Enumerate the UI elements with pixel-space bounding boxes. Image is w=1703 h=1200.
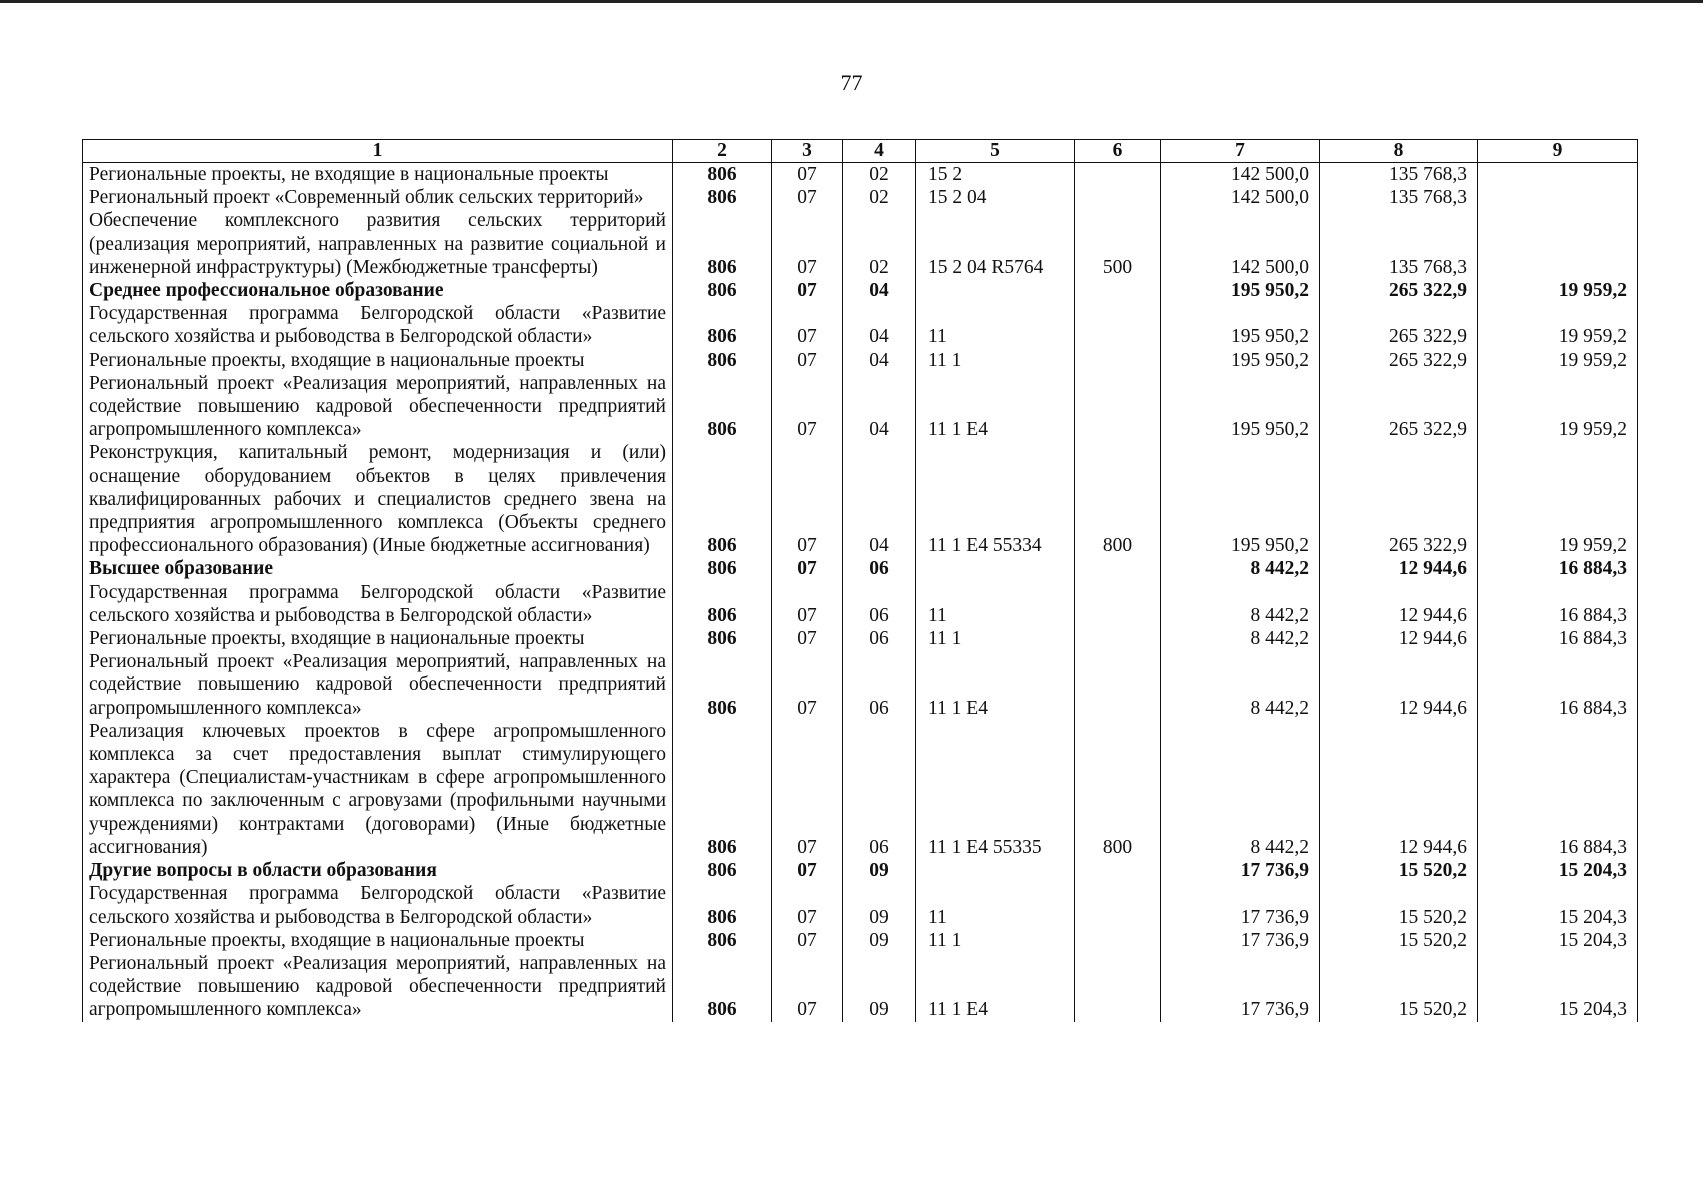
column-header: 7 bbox=[1161, 140, 1320, 163]
table-row bbox=[83, 279, 1638, 302]
admin-code-cell: 806 bbox=[673, 557, 772, 580]
amount-col7-cell: 195 950,2 bbox=[1161, 372, 1320, 442]
admin-code-cell: 806 bbox=[673, 720, 772, 859]
expense-type-cell: 500 bbox=[1075, 209, 1161, 279]
target-article-cell: 11 1 E4 bbox=[916, 952, 1075, 1022]
table-row bbox=[83, 186, 1638, 209]
amount-col8-cell: 12 944,6 bbox=[1320, 720, 1478, 859]
amount-col8-cell: 15 520,2 bbox=[1320, 929, 1478, 952]
amount-col8-cell: 15 520,2 bbox=[1320, 952, 1478, 1022]
amount-col7-cell: 17 736,9 bbox=[1161, 952, 1320, 1022]
amount-col7-cell: 8 442,2 bbox=[1161, 581, 1320, 627]
admin-code-cell: 806 bbox=[673, 929, 772, 952]
subsection-cell: 09 bbox=[843, 929, 916, 952]
target-article-cell bbox=[916, 557, 1075, 580]
row-name-cell: Региональные проекты, не входящие в национальные проекты bbox=[83, 163, 673, 187]
table-row bbox=[83, 882, 1638, 928]
amount-col9-cell: 19 959,2 bbox=[1478, 441, 1638, 557]
subsection-cell: 09 bbox=[843, 882, 916, 928]
section-cell: 07 bbox=[772, 929, 843, 952]
amount-col8-cell: 135 768,3 bbox=[1320, 186, 1478, 209]
subsection-cell: 04 bbox=[843, 441, 916, 557]
admin-code-cell: 806 bbox=[673, 372, 772, 442]
section-cell: 07 bbox=[772, 279, 843, 302]
admin-code-cell: 806 bbox=[673, 859, 772, 882]
column-header: 4 bbox=[843, 140, 916, 163]
target-article-cell bbox=[916, 859, 1075, 882]
target-article-cell: 15 2 04 R5764 bbox=[916, 209, 1075, 279]
top-rule bbox=[0, 0, 1703, 3]
subsection-cell: 09 bbox=[843, 952, 916, 1022]
table-body bbox=[83, 163, 1638, 1022]
amount-col8-cell: 15 520,2 bbox=[1320, 882, 1478, 928]
row-name-cell: Реконструкция, капитальный ремонт, модернизация и (или) оснащение оборудованием объектов в целях привлечения квалифицированных рабочих и специалистов среднего звена на предприятия агропромышленного комплекса (Объекты среднего профессионального образования) (Иные бюджетные ассигнования) bbox=[83, 441, 673, 557]
column-header: 6 bbox=[1075, 140, 1161, 163]
section-cell: 07 bbox=[772, 720, 843, 859]
expense-type-cell bbox=[1075, 163, 1161, 187]
section-cell: 07 bbox=[772, 650, 843, 720]
amount-col7-cell: 142 500,0 bbox=[1161, 163, 1320, 187]
row-name-cell: Региональный проект «Реализация мероприятий, направленных на содействие повышению кадровой обеспеченности предприятий агропромышленного комплекса» bbox=[83, 952, 673, 1022]
amount-col7-cell: 17 736,9 bbox=[1161, 859, 1320, 882]
table-row bbox=[83, 650, 1638, 720]
expense-type-cell bbox=[1075, 859, 1161, 882]
amount-col7-cell: 17 736,9 bbox=[1161, 882, 1320, 928]
table-row bbox=[83, 163, 1638, 187]
subsection-cell: 06 bbox=[843, 581, 916, 627]
target-article-cell: 11 1 E4 bbox=[916, 372, 1075, 442]
section-cell: 07 bbox=[772, 859, 843, 882]
target-article-cell: 11 1 E4 55334 bbox=[916, 441, 1075, 557]
amount-col7-cell: 8 442,2 bbox=[1161, 627, 1320, 650]
row-name-cell: Среднее профессиональное образование bbox=[83, 279, 673, 302]
target-article-cell: 15 2 04 bbox=[916, 186, 1075, 209]
amount-col8-cell: 265 322,9 bbox=[1320, 372, 1478, 442]
subsection-cell: 02 bbox=[843, 209, 916, 279]
target-article-cell: 11 1 E4 bbox=[916, 650, 1075, 720]
section-cell: 07 bbox=[772, 581, 843, 627]
amount-col9-cell: 16 884,3 bbox=[1478, 627, 1638, 650]
amount-col9-cell: 16 884,3 bbox=[1478, 720, 1638, 859]
amount-col9-cell: 15 204,3 bbox=[1478, 929, 1638, 952]
admin-code-cell: 806 bbox=[673, 349, 772, 372]
table-row bbox=[83, 557, 1638, 580]
subsection-cell: 02 bbox=[843, 186, 916, 209]
table-row bbox=[83, 859, 1638, 882]
target-article-cell: 11 bbox=[916, 882, 1075, 928]
admin-code-cell: 806 bbox=[673, 163, 772, 187]
amount-col9-cell bbox=[1478, 209, 1638, 279]
section-cell: 07 bbox=[772, 952, 843, 1022]
subsection-cell: 06 bbox=[843, 650, 916, 720]
row-name-cell: Высшее образование bbox=[83, 557, 673, 580]
section-cell: 07 bbox=[772, 882, 843, 928]
expense-type-cell: 800 bbox=[1075, 441, 1161, 557]
section-cell: 07 bbox=[772, 557, 843, 580]
amount-col9-cell: 16 884,3 bbox=[1478, 557, 1638, 580]
subsection-cell: 06 bbox=[843, 557, 916, 580]
admin-code-cell: 806 bbox=[673, 952, 772, 1022]
subsection-cell: 04 bbox=[843, 279, 916, 302]
amount-col8-cell: 12 944,6 bbox=[1320, 627, 1478, 650]
target-article-cell: 11 1 bbox=[916, 929, 1075, 952]
target-article-cell: 11 1 E4 55335 bbox=[916, 720, 1075, 859]
amount-col9-cell: 19 959,2 bbox=[1478, 372, 1638, 442]
amount-col7-cell: 8 442,2 bbox=[1161, 557, 1320, 580]
admin-code-cell: 806 bbox=[673, 209, 772, 279]
admin-code-cell: 806 bbox=[673, 627, 772, 650]
amount-col9-cell: 15 204,3 bbox=[1478, 882, 1638, 928]
section-cell: 07 bbox=[772, 163, 843, 187]
amount-col8-cell: 265 322,9 bbox=[1320, 302, 1478, 348]
row-name-cell: Обеспечение комплексного развития сельских территорий (реализация мероприятий, направленных на развитие социальной и инженерной инфраструктуры) (Межбюджетные трансферты) bbox=[83, 209, 673, 279]
target-article-cell: 11 bbox=[916, 302, 1075, 348]
amount-col8-cell: 265 322,9 bbox=[1320, 349, 1478, 372]
amount-col8-cell: 12 944,6 bbox=[1320, 581, 1478, 627]
expense-type-cell bbox=[1075, 627, 1161, 650]
row-name-cell: Государственная программа Белгородской области «Развитие сельского хозяйства и рыбоводства в Белгородской области» bbox=[83, 581, 673, 627]
expense-type-cell bbox=[1075, 650, 1161, 720]
amount-col8-cell: 135 768,3 bbox=[1320, 209, 1478, 279]
section-cell: 07 bbox=[772, 372, 843, 442]
expense-type-cell bbox=[1075, 929, 1161, 952]
subsection-cell: 04 bbox=[843, 302, 916, 348]
subsection-cell: 04 bbox=[843, 372, 916, 442]
column-header: 5 bbox=[916, 140, 1075, 163]
expense-type-cell: 800 bbox=[1075, 720, 1161, 859]
section-cell: 07 bbox=[772, 349, 843, 372]
budget-table bbox=[82, 139, 1638, 1022]
amount-col7-cell: 195 950,2 bbox=[1161, 302, 1320, 348]
row-name-cell: Государственная программа Белгородской области «Развитие сельского хозяйства и рыбоводства в Белгородской области» bbox=[83, 302, 673, 348]
admin-code-cell: 806 bbox=[673, 581, 772, 627]
section-cell: 07 bbox=[772, 302, 843, 348]
row-name-cell: Государственная программа Белгородской области «Развитие сельского хозяйства и рыбоводства в Белгородской области» bbox=[83, 882, 673, 928]
amount-col8-cell: 12 944,6 bbox=[1320, 650, 1478, 720]
amount-col7-cell: 8 442,2 bbox=[1161, 650, 1320, 720]
expense-type-cell bbox=[1075, 279, 1161, 302]
expense-type-cell bbox=[1075, 186, 1161, 209]
expense-type-cell bbox=[1075, 349, 1161, 372]
table-row bbox=[83, 720, 1638, 859]
expense-type-cell bbox=[1075, 882, 1161, 928]
amount-col7-cell: 142 500,0 bbox=[1161, 209, 1320, 279]
amount-col9-cell: 16 884,3 bbox=[1478, 650, 1638, 720]
subsection-cell: 02 bbox=[843, 163, 916, 187]
amount-col7-cell: 8 442,2 bbox=[1161, 720, 1320, 859]
row-name-cell: Региональный проект «Современный облик сельских территорий» bbox=[83, 186, 673, 209]
amount-col7-cell: 17 736,9 bbox=[1161, 929, 1320, 952]
section-cell: 07 bbox=[772, 186, 843, 209]
admin-code-cell: 806 bbox=[673, 441, 772, 557]
section-cell: 07 bbox=[772, 627, 843, 650]
amount-col9-cell: 19 959,2 bbox=[1478, 349, 1638, 372]
amount-col8-cell: 265 322,9 bbox=[1320, 441, 1478, 557]
target-article-cell: 15 2 bbox=[916, 163, 1075, 187]
row-name-cell: Региональный проект «Реализация мероприятий, направленных на содействие повышению кадровой обеспеченности предприятий агропромышленного комплекса» bbox=[83, 650, 673, 720]
header-row bbox=[83, 140, 1638, 163]
target-article-cell: 11 1 bbox=[916, 627, 1075, 650]
amount-col9-cell: 19 959,2 bbox=[1478, 302, 1638, 348]
column-header: 1 bbox=[83, 140, 673, 163]
admin-code-cell: 806 bbox=[673, 882, 772, 928]
subsection-cell: 06 bbox=[843, 627, 916, 650]
expense-type-cell bbox=[1075, 581, 1161, 627]
table-row bbox=[83, 302, 1638, 348]
table-row bbox=[83, 441, 1638, 557]
row-name-cell: Другие вопросы в области образования bbox=[83, 859, 673, 882]
amount-col9-cell bbox=[1478, 163, 1638, 187]
subsection-cell: 09 bbox=[843, 859, 916, 882]
amount-col8-cell: 12 944,6 bbox=[1320, 557, 1478, 580]
subsection-cell: 06 bbox=[843, 720, 916, 859]
column-header: 2 bbox=[673, 140, 772, 163]
amount-col7-cell: 195 950,2 bbox=[1161, 349, 1320, 372]
table-row bbox=[83, 929, 1638, 952]
amount-col9-cell: 15 204,3 bbox=[1478, 952, 1638, 1022]
row-name-cell: Региональные проекты, входящие в национальные проекты bbox=[83, 349, 673, 372]
target-article-cell: 11 bbox=[916, 581, 1075, 627]
amount-col9-cell: 19 959,2 bbox=[1478, 279, 1638, 302]
expense-type-cell bbox=[1075, 557, 1161, 580]
page-number: 77 bbox=[840, 70, 863, 95]
amount-col8-cell: 15 520,2 bbox=[1320, 859, 1478, 882]
subsection-cell: 04 bbox=[843, 349, 916, 372]
table-row bbox=[83, 581, 1638, 627]
amount-col7-cell: 195 950,2 bbox=[1161, 441, 1320, 557]
table-row bbox=[83, 952, 1638, 1022]
amount-col7-cell: 195 950,2 bbox=[1161, 279, 1320, 302]
admin-code-cell: 806 bbox=[673, 650, 772, 720]
section-cell: 07 bbox=[772, 209, 843, 279]
amount-col7-cell: 142 500,0 bbox=[1161, 186, 1320, 209]
expense-type-cell bbox=[1075, 372, 1161, 442]
amount-col9-cell bbox=[1478, 186, 1638, 209]
column-header: 9 bbox=[1478, 140, 1638, 163]
expense-type-cell bbox=[1075, 952, 1161, 1022]
admin-code-cell: 806 bbox=[673, 279, 772, 302]
target-article-cell: 11 1 bbox=[916, 349, 1075, 372]
amount-col8-cell: 265 322,9 bbox=[1320, 279, 1478, 302]
row-name-cell: Региональные проекты, входящие в национальные проекты bbox=[83, 929, 673, 952]
table-row bbox=[83, 209, 1638, 279]
row-name-cell: Региональные проекты, входящие в национальные проекты bbox=[83, 627, 673, 650]
row-name-cell: Региональный проект «Реализация мероприятий, направленных на содействие повышению кадровой обеспеченности предприятий агропромышленного комплекса» bbox=[83, 372, 673, 442]
amount-col8-cell: 135 768,3 bbox=[1320, 163, 1478, 187]
amount-col9-cell: 15 204,3 bbox=[1478, 859, 1638, 882]
amount-col9-cell: 16 884,3 bbox=[1478, 581, 1638, 627]
column-header: 3 bbox=[772, 140, 843, 163]
section-cell: 07 bbox=[772, 441, 843, 557]
admin-code-cell: 806 bbox=[673, 186, 772, 209]
column-header: 8 bbox=[1320, 140, 1478, 163]
table-row bbox=[83, 349, 1638, 372]
table-row bbox=[83, 627, 1638, 650]
target-article-cell bbox=[916, 279, 1075, 302]
admin-code-cell: 806 bbox=[673, 302, 772, 348]
expense-type-cell bbox=[1075, 302, 1161, 348]
row-name-cell: Реализация ключевых проектов в сфере агропромышленного комплекса за счет предоставления выплат стимулирующего характера (Специалистам-участникам в сфере агропромышленного комплекса по заключенным с агровузами (профильными научными учреждениями) контрактами (договорами) (Иные бюджетные ассигнования) bbox=[83, 720, 673, 859]
table-row bbox=[83, 372, 1638, 442]
